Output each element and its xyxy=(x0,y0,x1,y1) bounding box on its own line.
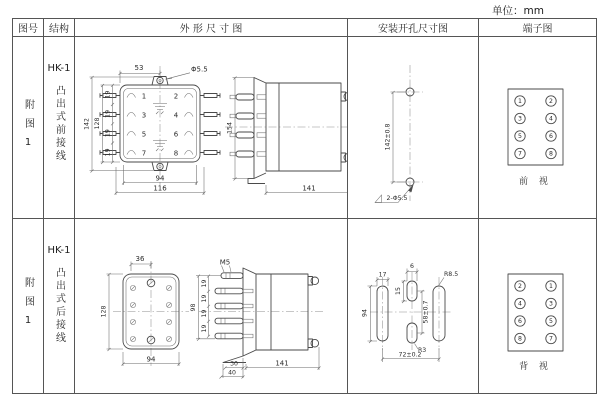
dim-94-r2: 94 xyxy=(146,355,156,364)
label-r3: R3 xyxy=(418,347,427,354)
row2-mounting-drawing xyxy=(348,219,479,393)
r2-td-l2: 4 xyxy=(518,300,522,308)
row1-side-view xyxy=(225,77,348,196)
row2-view-caption: 背 视 xyxy=(519,362,552,372)
header-outline: 外 形 尺 寸 图 xyxy=(75,19,348,37)
label-2-phi5-5: 2-Φ5.5 xyxy=(386,195,408,202)
dim-141-r2: 141 xyxy=(275,359,289,368)
label-m5: M5 xyxy=(219,258,231,267)
r1-term-4: 4 xyxy=(173,111,179,120)
r1-td-r1: 2 xyxy=(549,98,553,106)
dim-pitch-r2-1: 19 xyxy=(201,279,208,288)
dim-pitch-1: 19 xyxy=(104,90,112,99)
row1-terminal-cell xyxy=(479,37,596,219)
row1-front-view xyxy=(84,64,221,195)
header-mounting: 安装开孔尺寸图 xyxy=(348,19,479,37)
row2-side-pins xyxy=(215,273,253,339)
dim-154: 154 xyxy=(226,122,234,134)
r2-td-l4: 8 xyxy=(518,335,522,343)
header-fig-no: 图号 xyxy=(13,19,44,37)
row2-mounting-cell xyxy=(348,219,479,393)
dim-pitch-4: 19 xyxy=(104,148,112,157)
row1-structure: 凸出式前接线 xyxy=(53,85,65,163)
dim-40: 40 xyxy=(228,369,236,377)
dim-pitch-3: 19 xyxy=(104,129,112,138)
dim-116: 116 xyxy=(153,184,167,193)
r2-td-r1: 1 xyxy=(549,283,553,291)
row1-mounting-drawing xyxy=(348,37,479,219)
r1-td-r2: 4 xyxy=(549,115,553,123)
row2-model: HK-1 xyxy=(47,245,71,256)
row1-outline-cell xyxy=(75,37,348,219)
row1-mounting-cell xyxy=(348,37,479,219)
row2-outline-cell xyxy=(75,219,348,393)
dim-58: 58±0.7 xyxy=(422,300,430,324)
dim-128-r2: 128 xyxy=(100,305,108,318)
r1-term-7: 7 xyxy=(141,149,147,158)
row2-outline-drawing xyxy=(75,219,348,393)
r1-term-8: 8 xyxy=(173,149,179,158)
r1-td-r3: 6 xyxy=(549,133,553,141)
dim-phi5-5: Φ5.5 xyxy=(191,65,208,74)
row2-fig-no: 附图1 xyxy=(22,277,34,335)
dim-141: 141 xyxy=(302,184,316,193)
dim-pitch-r2-4: 19 xyxy=(201,324,208,333)
dim-142: 142 xyxy=(83,118,91,130)
dim-36: 36 xyxy=(135,255,145,263)
row1-fig-no-cell xyxy=(13,37,44,219)
r1-term-6: 6 xyxy=(173,130,179,139)
row2-fig-no-cell xyxy=(13,219,44,393)
dim-53: 53 xyxy=(134,64,144,72)
dim-94-slot: 94 xyxy=(361,309,369,317)
dim-98: 98 xyxy=(190,303,197,312)
dim-72: 72±0.2 xyxy=(398,351,422,359)
row1-structure-cell xyxy=(44,37,75,219)
r1-td-l1: 1 xyxy=(518,98,522,106)
dim-pitch-r2-3: 19 xyxy=(201,309,208,318)
r1-term-3: 3 xyxy=(141,111,147,120)
row1-model: HK-1 xyxy=(47,63,71,74)
row1-view-caption: 前 视 xyxy=(519,177,552,187)
r2-td-r3: 5 xyxy=(549,318,553,326)
dim-142-tol: 142±0.8 xyxy=(384,123,392,151)
header-structure: 结构 xyxy=(44,19,75,37)
row1-side-pins xyxy=(230,94,266,157)
dim-17: 17 xyxy=(378,271,387,279)
r1-td-l2: 3 xyxy=(518,115,522,123)
spec-table xyxy=(12,18,597,394)
row2-front-view xyxy=(101,255,190,366)
label-r8-5: R8.5 xyxy=(444,271,459,278)
header-terminal: 端子图 xyxy=(479,19,596,37)
dim-pitch-2: 19 xyxy=(104,109,112,118)
row2-structure: 凸出式后接线 xyxy=(53,267,65,345)
row1-outline-drawing xyxy=(75,37,348,219)
r1-term-1: 1 xyxy=(141,92,147,101)
r1-td-l4: 7 xyxy=(518,150,522,158)
dim-15: 15 xyxy=(395,287,402,295)
unit-label: 单位：mm xyxy=(492,5,544,17)
dim-pitch-r2-2: 19 xyxy=(201,294,208,303)
dim-6: 6 xyxy=(410,263,414,270)
r2-td-l1: 2 xyxy=(518,283,522,291)
r1-td-l3: 5 xyxy=(518,133,522,141)
row2-structure-cell xyxy=(44,219,75,393)
dim-94: 94 xyxy=(155,174,165,183)
r2-td-l3: 6 xyxy=(518,318,522,326)
row2-terminal-diagram xyxy=(479,219,596,393)
dim-30: 30 xyxy=(230,360,238,368)
dim-128: 128 xyxy=(94,117,101,130)
row1-left-pins xyxy=(100,90,120,155)
row2-terminal-cell xyxy=(479,219,596,393)
row1-right-pins xyxy=(200,93,220,155)
r1-td-r4: 8 xyxy=(549,150,553,158)
row1-terminal-diagram xyxy=(479,37,596,219)
r2-td-r2: 3 xyxy=(549,300,553,308)
row2-side-view xyxy=(190,259,325,379)
r2-td-r4: 7 xyxy=(549,335,553,343)
r1-term-2: 2 xyxy=(173,92,179,101)
row1-fig-no: 附图1 xyxy=(22,98,34,157)
r1-term-5: 5 xyxy=(141,130,147,139)
